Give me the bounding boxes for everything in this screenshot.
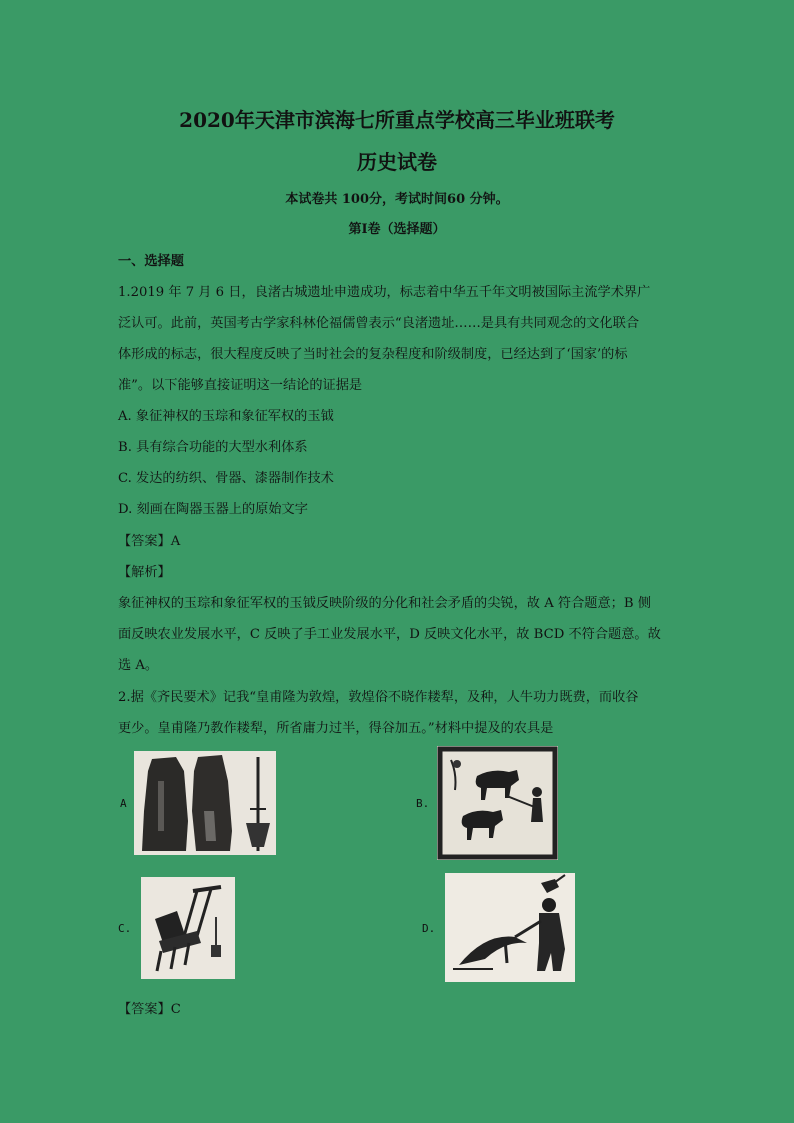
q1-analysis-heading: 【解析】 <box>118 565 171 580</box>
subject-title: 历史试卷 <box>357 150 437 174</box>
exam-info: 本试卷共 100分，考试时间60 分钟。 <box>285 192 509 207</box>
q2-option-d-label: D. <box>422 922 436 935</box>
q2-option-b-image <box>437 746 558 860</box>
q1-line: 泛认可。此前，英国考古学家科林伦福儒曾表示“良渚遗址……是具有共同观念的文化联合 <box>118 316 640 331</box>
q2-option-d-image <box>445 873 575 982</box>
q1-line: 体形成的标志，很大程度反映了当时社会的复杂程度和阶级制度，已经达到了‘国家’的标 <box>118 347 628 362</box>
q1-analysis-line: 面反映农业发展水平，C 反映了手工业发展水平，D 反映文化水平，故 BCD 不符合题意。故 <box>118 627 661 642</box>
q2-option-c-label: C. <box>118 922 132 935</box>
q2-line: 2.据《齐民要术》记我“皇甫隆为敦煌，敦煌俗不晓作耧犁，及种，人牛功力既费，而收谷 <box>118 690 639 705</box>
q1-option-a: A. 象征神权的玉琮和象征军权的玉钺 <box>118 409 334 424</box>
q2-option-a-label: A <box>120 797 127 810</box>
q1-answer: 【答案】A <box>118 534 181 549</box>
q2-line: 更少。皇甫隆乃教作耧犁，所省庸力过半，得谷加五。”材料中提及的农具是 <box>118 721 554 736</box>
q2-option-c-image <box>141 877 235 979</box>
q1-option-d: D. 刻画在陶器玉器上的原始文字 <box>118 502 308 517</box>
q1-line: 1.2019 年 7 月 6 日，良渚古城遗址申遗成功，标志着中华五千年文明被国际主流学术界广 <box>118 285 651 300</box>
q2-option-b-label: B. <box>416 797 430 810</box>
q1-option-c: C. 发达的纺织、骨器、漆器制作技术 <box>118 471 334 486</box>
q2-answer: 【答案】C <box>118 1002 181 1017</box>
q1-line: 准”。以下能够直接证明这一结论的证据是 <box>118 378 363 393</box>
section-heading: 一、选择题 <box>118 254 184 269</box>
q1-option-b: B. 具有综合功能的大型水利体系 <box>118 440 308 455</box>
volume-label: 第Ⅰ卷（选择题） <box>348 222 446 237</box>
q1-analysis-line: 选 A。 <box>118 658 159 673</box>
q2-option-a-image <box>134 751 276 855</box>
exam-title: 2020年天津市滨海七所重点学校高三毕业班联考 <box>179 108 615 132</box>
q1-analysis-line: 象征神权的玉琮和象征军权的玉钺反映阶级的分化和社会矛盾的尖锐，故 A 符合题意；B 侧 <box>118 596 651 611</box>
